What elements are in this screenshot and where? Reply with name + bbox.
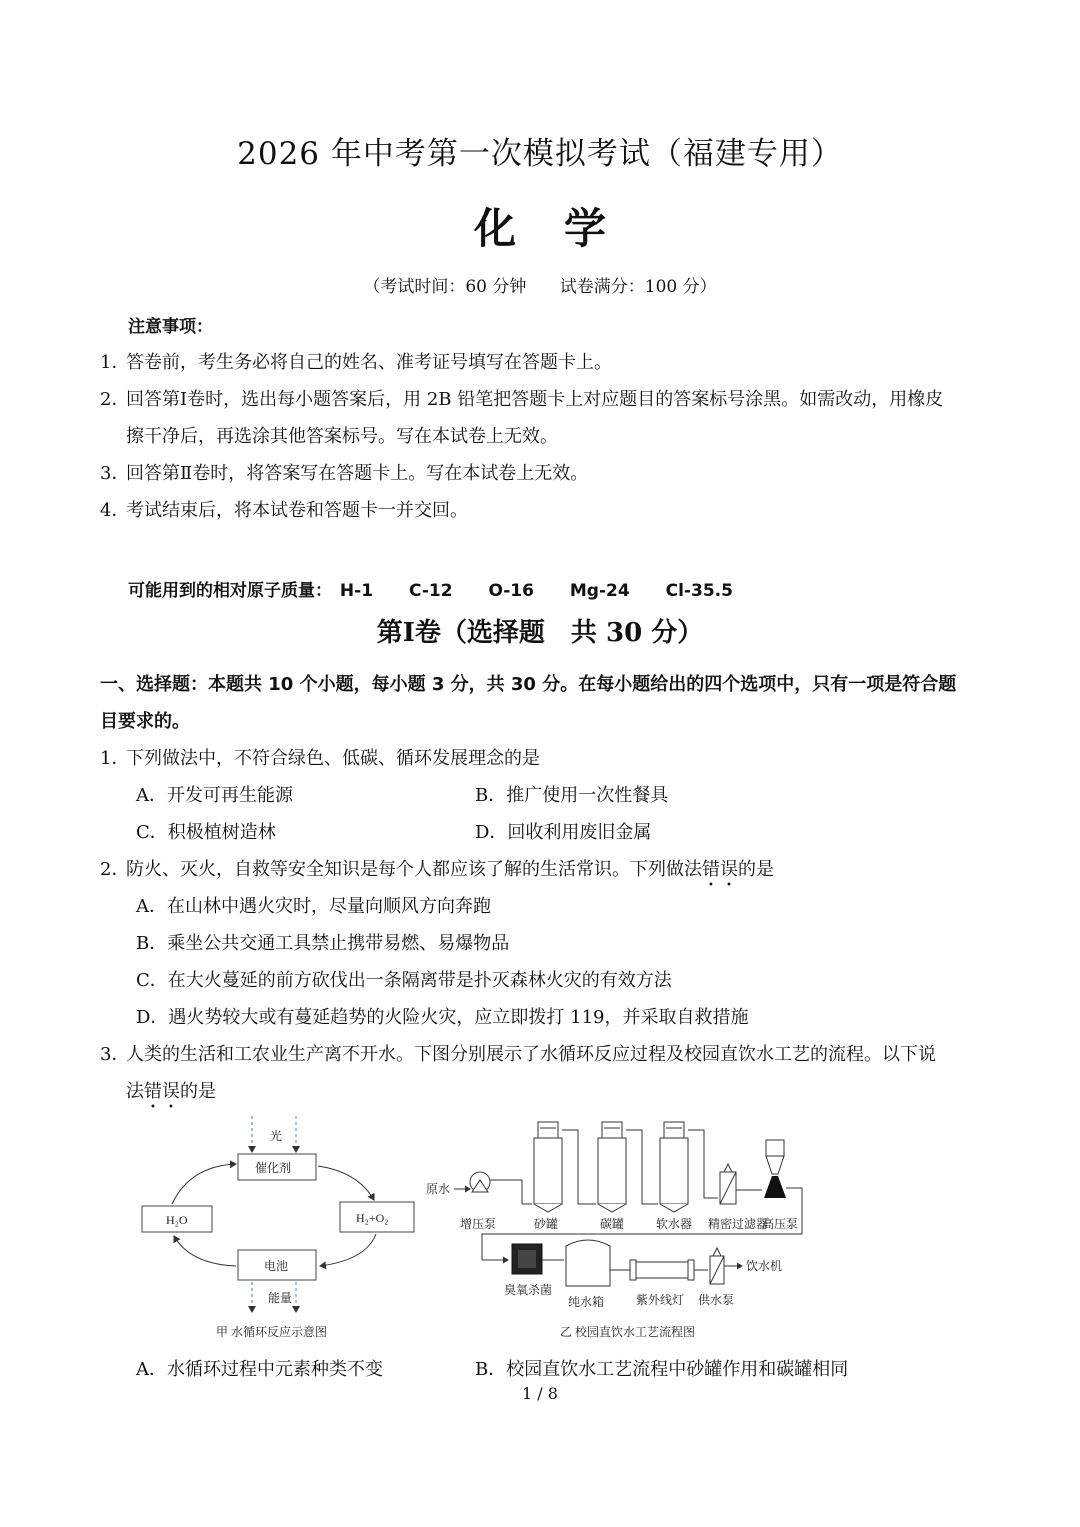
supply-pump-label: 供水泵 <box>698 1293 735 1307</box>
atomic-mass-mg: Mg-24 <box>569 581 630 601</box>
high-pressure-pump-icon <box>766 1140 784 1156</box>
atomic-mass-o: O-16 <box>488 581 534 601</box>
pure-water-tank-label: 纯水箱 <box>568 1295 605 1309</box>
q1-option-c: C．积极植树造林 <box>136 822 276 843</box>
sand-tank-icon <box>534 1138 562 1204</box>
notice-item-3: 3．回答第Ⅱ卷时，将答案写在答题卡上。写在本试卷上无效。 <box>100 463 589 484</box>
high-pressure-pump-label: 高压泵 <box>762 1217 799 1231</box>
question-2-stem: 2．防火、灭火，自救等安全知识是每个人都应该了解的生活常识。下列做法错误的是 <box>100 859 774 880</box>
section-intro-1: 一、选择题：本题共 10 个小题，每小题 3 分，共 30 分。在每小题给出的四个选项中，只有一项是符合题 <box>100 674 957 695</box>
battery-label: 电池 <box>264 1259 289 1273</box>
pure-water-tank-icon <box>566 1240 610 1286</box>
q1-option-d: D．回收利用废旧金属 <box>475 822 652 843</box>
carbon-tank-icon <box>598 1138 626 1204</box>
time-label: （考试时间：60 分钟 <box>363 277 527 297</box>
softener-icon <box>660 1138 688 1204</box>
dispenser-label: 饮水机 <box>746 1259 783 1273</box>
page-number: 1 / 8 <box>522 1384 558 1403</box>
q3-option-b: B．校园直饮水工艺流程中砂罐作用和碳罐相同 <box>475 1359 849 1380</box>
section-title: 第Ⅰ卷（选择题 共 30 分） <box>376 618 704 648</box>
exam-info <box>0 272 1080 297</box>
softener-label: 软水器 <box>656 1217 693 1231</box>
atomic-mass-cl: Cl-35.5 <box>665 581 733 601</box>
atomic-mass-c: C-12 <box>408 581 453 601</box>
notice-heading: 注意事项： <box>128 317 213 337</box>
raw-water-label: 原水 <box>426 1182 451 1196</box>
q3-option-a: A．水循环过程中元素种类不变 <box>136 1359 383 1380</box>
atomic-mass-label: 可能用到的相对原子质量： <box>128 581 332 601</box>
q1-option-a: A．开发可再生能源 <box>136 785 293 806</box>
q2-option-a: A．在山林中遇火灾时，尽量向顺风方向奔跑 <box>136 896 491 917</box>
booster-pump-label: 增压泵 <box>460 1217 497 1231</box>
score-label: 试卷满分：100 分） <box>559 277 717 297</box>
question-1-stem: 1．下列做法中，不符合绿色、低碳、循环发展理念的是 <box>100 748 540 769</box>
energy-label: 能量 <box>268 1291 293 1305</box>
notice-item-2-cont: 擦干净后，再选涂其他答案标号。写在本试卷上无效。 <box>126 426 558 447</box>
uv-lamp-label: 紫外线灯 <box>636 1293 685 1307</box>
water-cycle-diagram <box>130 1110 430 1342</box>
question-3-stem: 3．人类的生活和工农业生产离不开水。下图分别展示了水循环反应过程及校园直饮水工艺的流程。以下说 <box>100 1044 936 1065</box>
precision-filter-label: 精密过滤器 <box>708 1217 769 1231</box>
section-intro-2: 目要求的。 <box>100 711 190 732</box>
sand-tank-label: 砂罐 <box>534 1217 559 1231</box>
notice-item-4: 4．考试结束后，将本试卷和答题卡一并交回。 <box>100 500 468 521</box>
notice-item-2: 2．回答第Ⅰ卷时，选出每小题答案后，用 2B 铅笔把答题卡上对应题目的答案标号涂黑。如需改动，用橡皮 <box>100 389 944 410</box>
q2-option-d: D．遇火势较大或有蔓延趋势的火险火灾，应立即拨打 119，并采取自救措施 <box>136 1007 749 1028</box>
uv-lamp-icon <box>634 1262 690 1278</box>
carbon-tank-label: 碳罐 <box>600 1217 625 1231</box>
q1-option-b: B．推广使用一次性餐具 <box>475 785 669 806</box>
water-label: H₂O <box>166 1213 188 1227</box>
light-label: 光 <box>270 1129 283 1143</box>
q2-option-c: C．在大火蔓延的前方砍伐出一条隔离带是扑灭森林火灾的有效方法 <box>136 970 672 991</box>
atomic-mass-line <box>128 576 763 601</box>
ozone-label: 臭氧杀菌 <box>504 1283 553 1297</box>
left-figure-caption: 甲 水循环反应示意图 <box>216 1325 328 1339</box>
notice-item-1: 1．答卷前，考生务必将自己的姓名、准考证号填写在答题卡上。 <box>100 352 612 373</box>
atomic-mass-h: H-1 <box>339 581 374 601</box>
gas-label: H₂+O₂ <box>356 1211 389 1225</box>
exam-title: 2026 年中考第一次模拟考试（福建专用） <box>237 136 843 172</box>
question-3-stem-cont: 法错误的是 <box>126 1081 216 1102</box>
right-figure-caption: 乙 校园直饮水工艺流程图 <box>560 1325 696 1339</box>
water-process-diagram <box>420 1110 820 1342</box>
catalyst-label: 催化剂 <box>255 1161 292 1175</box>
subject-title: 化学 <box>473 204 654 253</box>
q2-option-b: B．乘坐公共交通工具禁止携带易燃、易爆物品 <box>136 933 510 954</box>
